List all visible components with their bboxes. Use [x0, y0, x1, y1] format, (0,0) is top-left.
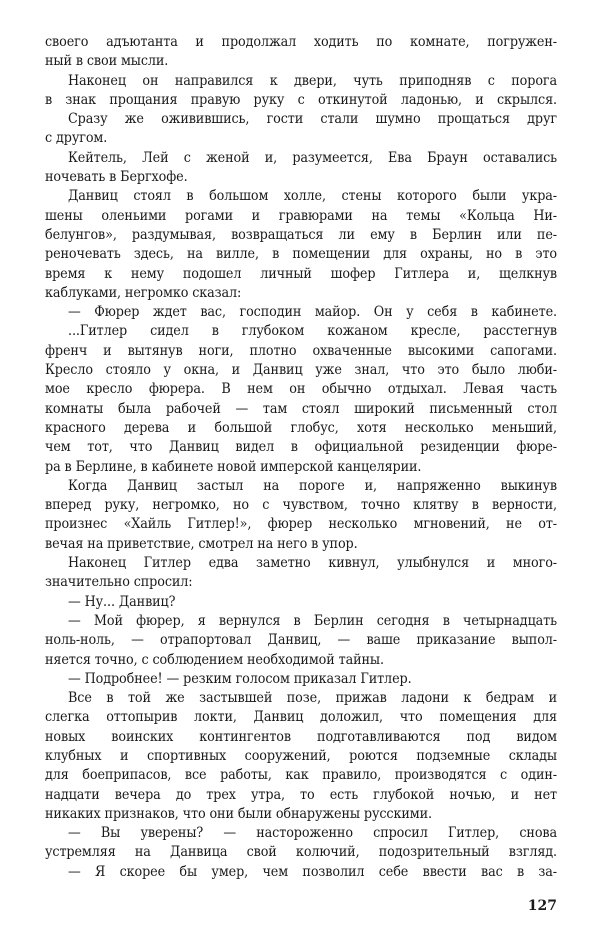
text-line: Наконец Гитлер едва заметно кивнул, улыбнулся и много- — [68, 555, 557, 572]
text-line: время к нему подошел личный шофер Гитлера и, щелкнув — [45, 265, 557, 282]
text-line: с другом. — [45, 130, 108, 147]
text-line: комнаты была рабочей — там стоял широкий письменный стол — [45, 400, 557, 417]
text-line: значительно спросил: — [45, 574, 193, 591]
text-line: в знак прощания правую руку с откинутой ладонью, и скрылся. — [45, 91, 557, 108]
text-line: чем тот, что Данвиц видел в официальной резиденции фюре- — [45, 439, 557, 456]
text-line: Кресло стояло у окна, и Данвиц уже знал, что это было люби- — [45, 362, 557, 379]
text-line: белунгов», раздумывая, возвращаться ли ему в Берлин или пе- — [45, 226, 557, 243]
text-line: френч и вытянув ноги, плотно охваченные высокими сапогами. — [45, 342, 557, 359]
text-line: Наконец он направился к двери, чуть приподняв с порога — [68, 72, 557, 89]
text-line: — Я скорее бы умер, чем позволил себе ввести вас в за- — [68, 863, 557, 880]
text-line: надцати вечера до трех утра, то есть глубокой ночью, и нет — [45, 786, 557, 803]
text-line: клубных и спортивных сооружений, роются подземные склады — [45, 747, 557, 764]
text-line: устремляя на Данвица свой колючий, подозрительный взгляд. — [45, 844, 557, 861]
text-line: — Ну... Данвиц? — [68, 593, 176, 610]
text-line: — Фюрер ждет вас, господин майор. Он у себя в кабинете. — [68, 304, 557, 321]
text-line: реночевать здесь, на вилле, в помещении для охраны, но в это — [45, 246, 557, 263]
text-line: — Подробнее! — резким голосом приказал Гитлер. — [68, 670, 412, 687]
text-line: Когда Данвиц застыл на пороге и, напряженно выкинув — [68, 477, 557, 494]
text-line: ...Гитлер сидел в глубоком кожаном кресле, расстегнув — [68, 323, 557, 340]
text-line: — Вы уверены? — настороженно спросил Гитлер, снова — [68, 825, 557, 842]
text-line: для боеприпасов, все работы, как правило, производятся с один- — [45, 767, 557, 784]
text-line: ночевать в Бергхофе. — [45, 169, 188, 186]
text-line: ный в свои мысли. — [45, 53, 169, 70]
page-body-text — [45, 33, 557, 882]
text-line: вперед руку, негромко, но с чувством, точно клятву в верности, — [45, 497, 557, 514]
text-line: произнес «Хайль Гитлер!», фюрер несколько мгновений, не от- — [45, 516, 557, 533]
text-line: вечая на приветствие, смотрел на него в упор. — [45, 535, 358, 552]
text-line: никаких признаков, что они были обнаружены русскими. — [45, 805, 432, 822]
text-line: няется точно, с соблюдением необходимой тайны. — [45, 651, 384, 668]
text-line: ра в Берлине, в кабинете новой имперской канцелярии. — [45, 458, 422, 475]
text-line: Данвиц стоял в большом холле, стены которого были укра- — [68, 188, 557, 205]
text-line: Кейтель, Лей с женой и, разумеется, Ева Браун оставались — [68, 149, 557, 166]
text-line: Все в той же застывшей позе, прижав ладони к бедрам и — [68, 690, 557, 707]
text-line: слегка оттопырив локти, Данвиц доложил, что помещения для — [45, 709, 557, 726]
text-line: — Мой фюрер, я вернулся в Берлин сегодня в четырнадцать — [68, 612, 557, 629]
text-line: своего адъютанта и продолжал ходить по комнате, погружен- — [45, 34, 557, 50]
text-line: ноль-ноль, — отрапортовал Данвиц, — ваше приказание выпол- — [45, 632, 557, 649]
text-line: шены оленьими рогами и гравюрами на темы «Кольца Ни- — [45, 207, 557, 224]
page-number: 127 — [527, 898, 557, 914]
text-line: каблуками, негромко сказал: — [45, 284, 242, 301]
text-line: новых воинских контингентов подготавливаются под видом — [45, 728, 557, 745]
text-line: мое кресло фюрера. В нем он обычно отдыхал. Левая часть — [45, 381, 557, 398]
text-line: красного дерева и большой глобус, хотя несколько меньший, — [45, 419, 557, 436]
text-line: Сразу же оживившись, гости стали шумно прощаться друг — [68, 111, 557, 128]
